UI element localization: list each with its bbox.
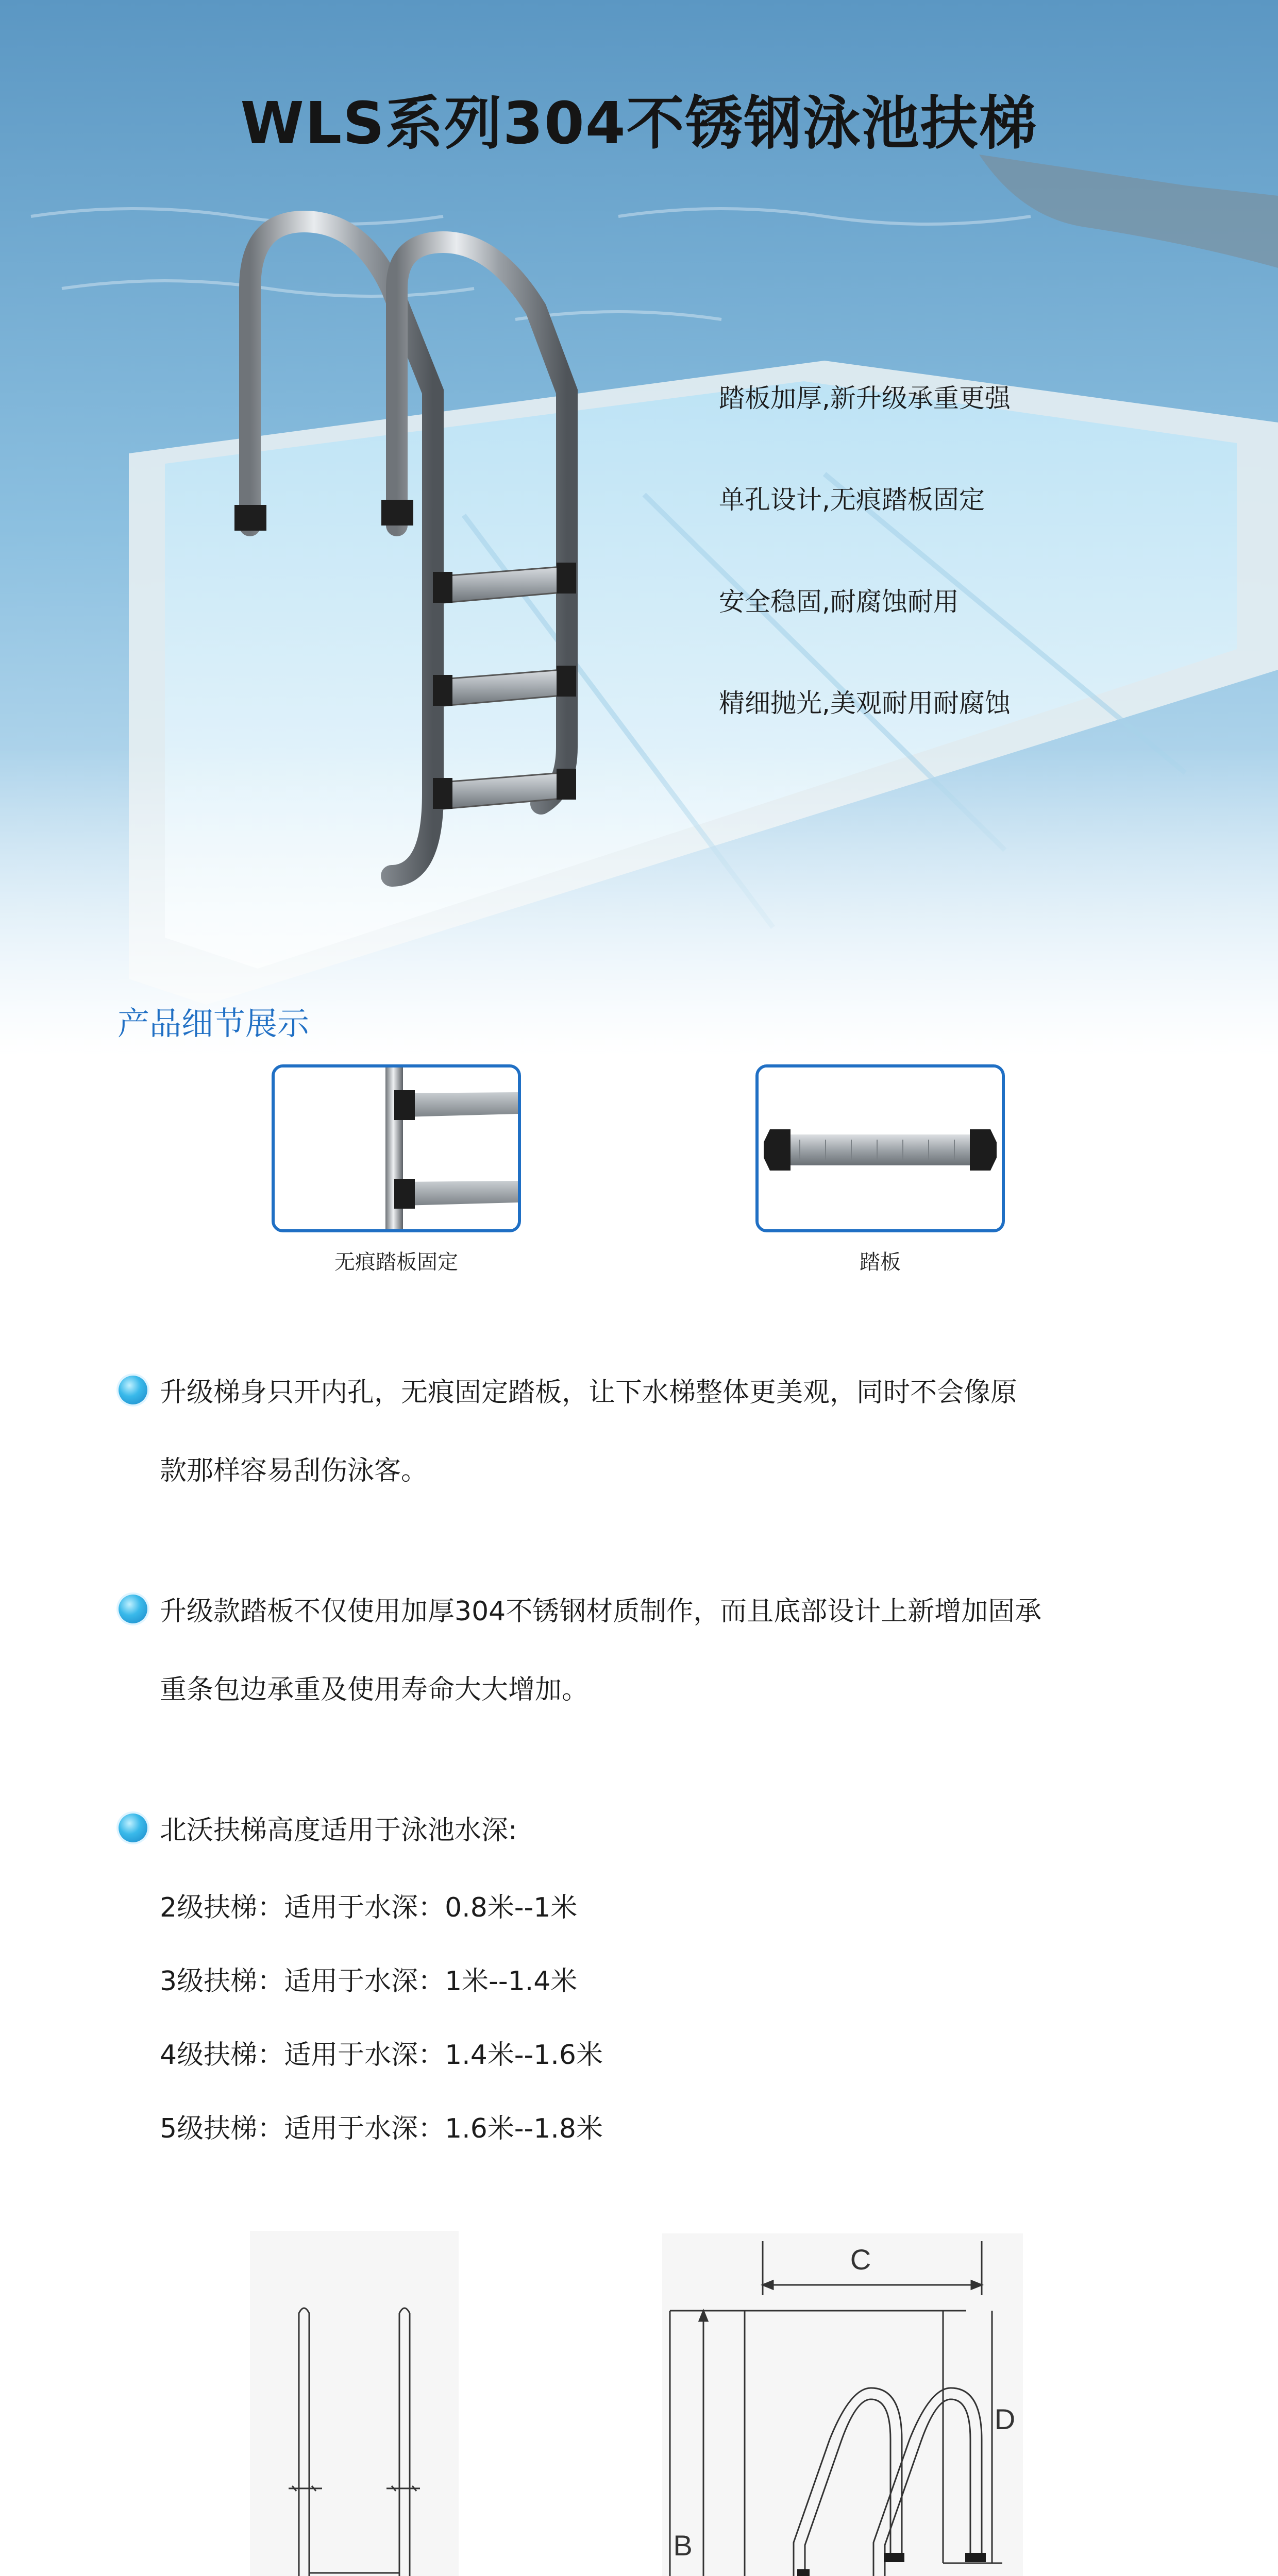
tread-closeup-image	[759, 1067, 1002, 1229]
ladder-front-view-diagram	[250, 2231, 459, 2576]
paragraph-line: 北沃扶梯高度适用于泳池水深:	[160, 1815, 517, 1846]
dimension-label-d: D	[994, 2403, 1016, 2435]
feature-text: 单孔设计,无痕踏板固定	[719, 485, 985, 515]
dimension-label-c: C	[850, 2243, 871, 2276]
dimension-label-b: B	[673, 2529, 693, 2562]
blue-orb-bullet-icon	[119, 1376, 147, 1404]
feature-text: 安全稳固,耐腐蚀耐用	[719, 587, 959, 617]
feature-text: 踏板加厚,新升级承重更强	[719, 383, 1011, 413]
paragraph-line: 升级款踏板不仅使用加厚304不锈钢材质制作，而且底部设计上新增加固承	[160, 1596, 1042, 1627]
thumbnail-caption: 踏板	[860, 1250, 901, 1274]
hero-banner	[0, 0, 1278, 1056]
paragraph-line: 款那样容易刮伤泳客。	[160, 1455, 428, 1486]
detail-thumbnail-rail	[272, 1064, 521, 1232]
details-heading: 产品细节展示	[117, 1005, 310, 1042]
depth-line: 5级扶梯：适用于水深：1.6米--1.8米	[160, 2113, 603, 2144]
thumbnail-caption: 无痕踏板固定	[334, 1250, 458, 1274]
detail-thumbnail-tread	[755, 1064, 1005, 1232]
depth-line: 2级扶梯：适用于水深：0.8米--1米	[160, 1892, 578, 1923]
paragraph-line: 升级梯身只开内孔，无痕固定踏板，让下水梯整体更美观，同时不会像原	[160, 1377, 1018, 1408]
blue-orb-bullet-icon	[119, 1814, 147, 1842]
feature-text: 精细抛光,美观耐用耐腐蚀	[719, 688, 1011, 718]
ladder-side-view-diagram	[662, 2233, 1023, 2576]
paragraph-line: 重条包边承重及使用寿命大大增加。	[160, 1674, 589, 1705]
blue-orb-bullet-icon	[119, 1595, 147, 1623]
depth-line: 4级扶梯：适用于水深：1.4米--1.6米	[160, 2040, 603, 2071]
depth-line: 3级扶梯：适用于水深：1米--1.4米	[160, 1966, 578, 1997]
rail-closeup-image	[275, 1067, 518, 1229]
hero-title: WLS系列304不锈钢泳池扶梯	[240, 90, 1038, 157]
